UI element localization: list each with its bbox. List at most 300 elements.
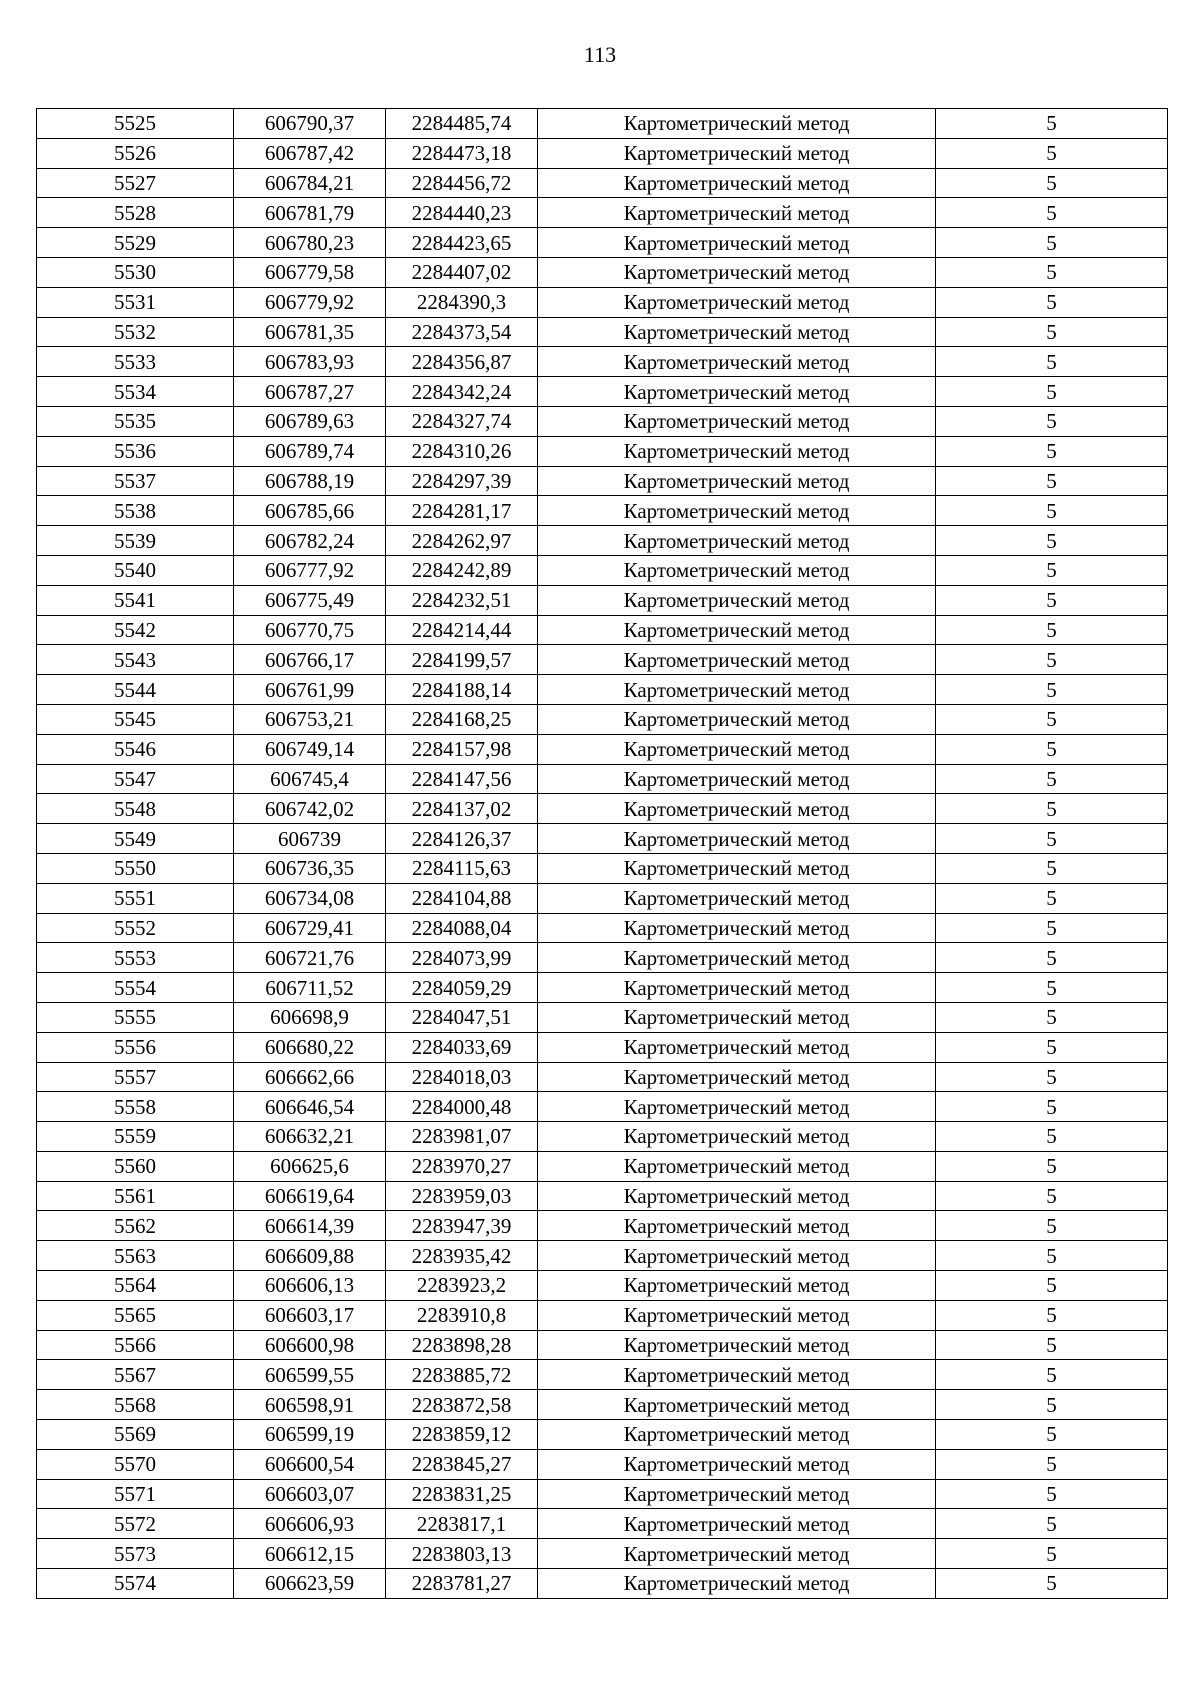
point-number-cell: 5537 bbox=[37, 466, 234, 496]
y-coordinate-cell: 2283970,27 bbox=[386, 1151, 538, 1181]
y-coordinate-cell: 2283859,12 bbox=[386, 1420, 538, 1450]
accuracy-cell: 5 bbox=[936, 675, 1168, 705]
table-row bbox=[37, 853, 1168, 883]
table-row bbox=[37, 1241, 1168, 1271]
y-coordinate-cell: 2284232,51 bbox=[386, 585, 538, 615]
y-coordinate-cell: 2284214,44 bbox=[386, 615, 538, 645]
coordinates-table-body bbox=[37, 109, 1168, 1599]
x-coordinate-cell: 606766,17 bbox=[234, 645, 386, 675]
method-cell: Картометрический метод bbox=[538, 645, 936, 675]
x-coordinate-cell: 606623,59 bbox=[234, 1569, 386, 1599]
method-cell: Картометрический метод bbox=[538, 1002, 936, 1032]
method-cell: Картометрический метод bbox=[538, 1092, 936, 1122]
accuracy-cell: 5 bbox=[936, 109, 1168, 139]
table-row bbox=[37, 1002, 1168, 1032]
accuracy-cell: 5 bbox=[936, 168, 1168, 198]
table-row bbox=[37, 168, 1168, 198]
x-coordinate-cell: 606606,93 bbox=[234, 1509, 386, 1539]
method-cell: Картометрический метод bbox=[538, 496, 936, 526]
x-coordinate-cell: 606779,92 bbox=[234, 287, 386, 317]
point-number-cell: 5557 bbox=[37, 1062, 234, 1092]
x-coordinate-cell: 606614,39 bbox=[234, 1211, 386, 1241]
point-number-cell: 5555 bbox=[37, 1002, 234, 1032]
accuracy-cell: 5 bbox=[936, 1211, 1168, 1241]
accuracy-cell: 5 bbox=[936, 496, 1168, 526]
x-coordinate-cell: 606680,22 bbox=[234, 1032, 386, 1062]
method-cell: Картометрический метод bbox=[538, 109, 936, 139]
accuracy-cell: 5 bbox=[936, 1300, 1168, 1330]
accuracy-cell: 5 bbox=[936, 1449, 1168, 1479]
accuracy-cell: 5 bbox=[936, 913, 1168, 943]
y-coordinate-cell: 2283885,72 bbox=[386, 1360, 538, 1390]
y-coordinate-cell: 2284456,72 bbox=[386, 168, 538, 198]
x-coordinate-cell: 606790,37 bbox=[234, 109, 386, 139]
y-coordinate-cell: 2284242,89 bbox=[386, 555, 538, 585]
method-cell: Картометрический метод bbox=[538, 585, 936, 615]
accuracy-cell: 5 bbox=[936, 1062, 1168, 1092]
table-row bbox=[37, 734, 1168, 764]
table-row bbox=[37, 1569, 1168, 1599]
accuracy-cell: 5 bbox=[936, 555, 1168, 585]
point-number-cell: 5570 bbox=[37, 1449, 234, 1479]
table-row bbox=[37, 943, 1168, 973]
method-cell: Картометрический метод bbox=[538, 1390, 936, 1420]
point-number-cell: 5549 bbox=[37, 824, 234, 854]
y-coordinate-cell: 2284104,88 bbox=[386, 883, 538, 913]
x-coordinate-cell: 606753,21 bbox=[234, 704, 386, 734]
y-coordinate-cell: 2284342,24 bbox=[386, 377, 538, 407]
point-number-cell: 5529 bbox=[37, 228, 234, 258]
method-cell: Картометрический метод bbox=[538, 1211, 936, 1241]
x-coordinate-cell: 606603,07 bbox=[234, 1479, 386, 1509]
x-coordinate-cell: 606625,6 bbox=[234, 1151, 386, 1181]
x-coordinate-cell: 606777,92 bbox=[234, 555, 386, 585]
method-cell: Картометрический метод bbox=[538, 406, 936, 436]
accuracy-cell: 5 bbox=[936, 406, 1168, 436]
table-row bbox=[37, 645, 1168, 675]
accuracy-cell: 5 bbox=[936, 347, 1168, 377]
point-number-cell: 5571 bbox=[37, 1479, 234, 1509]
point-number-cell: 5544 bbox=[37, 675, 234, 705]
table-row bbox=[37, 1390, 1168, 1420]
y-coordinate-cell: 2284126,37 bbox=[386, 824, 538, 854]
x-coordinate-cell: 606779,58 bbox=[234, 257, 386, 287]
point-number-cell: 5552 bbox=[37, 913, 234, 943]
accuracy-cell: 5 bbox=[936, 1002, 1168, 1032]
point-number-cell: 5543 bbox=[37, 645, 234, 675]
point-number-cell: 5565 bbox=[37, 1300, 234, 1330]
accuracy-cell: 5 bbox=[936, 138, 1168, 168]
y-coordinate-cell: 2284356,87 bbox=[386, 347, 538, 377]
point-number-cell: 5536 bbox=[37, 436, 234, 466]
y-coordinate-cell: 2284115,63 bbox=[386, 853, 538, 883]
method-cell: Картометрический метод bbox=[538, 436, 936, 466]
x-coordinate-cell: 606612,15 bbox=[234, 1539, 386, 1569]
table-row bbox=[37, 138, 1168, 168]
method-cell: Картометрический метод bbox=[538, 466, 936, 496]
y-coordinate-cell: 2284059,29 bbox=[386, 973, 538, 1003]
point-number-cell: 5538 bbox=[37, 496, 234, 526]
point-number-cell: 5540 bbox=[37, 555, 234, 585]
point-number-cell: 5574 bbox=[37, 1569, 234, 1599]
accuracy-cell: 5 bbox=[936, 615, 1168, 645]
accuracy-cell: 5 bbox=[936, 257, 1168, 287]
point-number-cell: 5551 bbox=[37, 883, 234, 913]
table-row bbox=[37, 1360, 1168, 1390]
x-coordinate-cell: 606788,19 bbox=[234, 466, 386, 496]
table-row bbox=[37, 1062, 1168, 1092]
accuracy-cell: 5 bbox=[936, 1181, 1168, 1211]
accuracy-cell: 5 bbox=[936, 704, 1168, 734]
y-coordinate-cell: 2284073,99 bbox=[386, 943, 538, 973]
x-coordinate-cell: 606770,75 bbox=[234, 615, 386, 645]
method-cell: Картометрический метод bbox=[538, 555, 936, 585]
point-number-cell: 5560 bbox=[37, 1151, 234, 1181]
accuracy-cell: 5 bbox=[936, 228, 1168, 258]
method-cell: Картометрический метод bbox=[538, 347, 936, 377]
method-cell: Картометрический метод bbox=[538, 615, 936, 645]
table-row bbox=[37, 1420, 1168, 1450]
method-cell: Картометрический метод bbox=[538, 526, 936, 556]
y-coordinate-cell: 2284033,69 bbox=[386, 1032, 538, 1062]
x-coordinate-cell: 606729,41 bbox=[234, 913, 386, 943]
point-number-cell: 5567 bbox=[37, 1360, 234, 1390]
point-number-cell: 5531 bbox=[37, 287, 234, 317]
x-coordinate-cell: 606782,24 bbox=[234, 526, 386, 556]
accuracy-cell: 5 bbox=[936, 1092, 1168, 1122]
y-coordinate-cell: 2284199,57 bbox=[386, 645, 538, 675]
table-row bbox=[37, 1300, 1168, 1330]
x-coordinate-cell: 606599,55 bbox=[234, 1360, 386, 1390]
point-number-cell: 5569 bbox=[37, 1420, 234, 1450]
method-cell: Картометрический метод bbox=[538, 824, 936, 854]
table-row bbox=[37, 1271, 1168, 1301]
table-row bbox=[37, 1509, 1168, 1539]
point-number-cell: 5550 bbox=[37, 853, 234, 883]
point-number-cell: 5545 bbox=[37, 704, 234, 734]
method-cell: Картометрический метод bbox=[538, 168, 936, 198]
y-coordinate-cell: 2284390,3 bbox=[386, 287, 538, 317]
table-row bbox=[37, 1032, 1168, 1062]
method-cell: Картометрический метод bbox=[538, 1330, 936, 1360]
accuracy-cell: 5 bbox=[936, 853, 1168, 883]
point-number-cell: 5527 bbox=[37, 168, 234, 198]
y-coordinate-cell: 2284310,26 bbox=[386, 436, 538, 466]
point-number-cell: 5553 bbox=[37, 943, 234, 973]
method-cell: Картометрический метод bbox=[538, 138, 936, 168]
x-coordinate-cell: 606662,66 bbox=[234, 1062, 386, 1092]
x-coordinate-cell: 606742,02 bbox=[234, 794, 386, 824]
point-number-cell: 5525 bbox=[37, 109, 234, 139]
point-number-cell: 5573 bbox=[37, 1539, 234, 1569]
y-coordinate-cell: 2284147,56 bbox=[386, 764, 538, 794]
point-number-cell: 5530 bbox=[37, 257, 234, 287]
method-cell: Картометрический метод bbox=[538, 1509, 936, 1539]
y-coordinate-cell: 2284423,65 bbox=[386, 228, 538, 258]
table-row bbox=[37, 1122, 1168, 1152]
accuracy-cell: 5 bbox=[936, 1360, 1168, 1390]
x-coordinate-cell: 606780,23 bbox=[234, 228, 386, 258]
x-coordinate-cell: 606600,98 bbox=[234, 1330, 386, 1360]
point-number-cell: 5561 bbox=[37, 1181, 234, 1211]
table-row bbox=[37, 824, 1168, 854]
method-cell: Картометрический метод bbox=[538, 377, 936, 407]
y-coordinate-cell: 2283923,2 bbox=[386, 1271, 538, 1301]
y-coordinate-cell: 2283910,8 bbox=[386, 1300, 538, 1330]
y-coordinate-cell: 2283803,13 bbox=[386, 1539, 538, 1569]
table-row bbox=[37, 1449, 1168, 1479]
method-cell: Картометрический метод bbox=[538, 1539, 936, 1569]
accuracy-cell: 5 bbox=[936, 1390, 1168, 1420]
y-coordinate-cell: 2284281,17 bbox=[386, 496, 538, 526]
x-coordinate-cell: 606736,35 bbox=[234, 853, 386, 883]
y-coordinate-cell: 2284373,54 bbox=[386, 317, 538, 347]
table-row bbox=[37, 466, 1168, 496]
table-row bbox=[37, 764, 1168, 794]
y-coordinate-cell: 2283981,07 bbox=[386, 1122, 538, 1152]
y-coordinate-cell: 2284157,98 bbox=[386, 734, 538, 764]
table-row bbox=[37, 1181, 1168, 1211]
point-number-cell: 5558 bbox=[37, 1092, 234, 1122]
x-coordinate-cell: 606784,21 bbox=[234, 168, 386, 198]
y-coordinate-cell: 2284262,97 bbox=[386, 526, 538, 556]
table-row bbox=[37, 198, 1168, 228]
x-coordinate-cell: 606787,27 bbox=[234, 377, 386, 407]
method-cell: Картометрический метод bbox=[538, 1360, 936, 1390]
method-cell: Картометрический метод bbox=[538, 317, 936, 347]
point-number-cell: 5532 bbox=[37, 317, 234, 347]
x-coordinate-cell: 606600,54 bbox=[234, 1449, 386, 1479]
y-coordinate-cell: 2284297,39 bbox=[386, 466, 538, 496]
accuracy-cell: 5 bbox=[936, 1479, 1168, 1509]
y-coordinate-cell: 2284000,48 bbox=[386, 1092, 538, 1122]
y-coordinate-cell: 2284473,18 bbox=[386, 138, 538, 168]
y-coordinate-cell: 2283845,27 bbox=[386, 1449, 538, 1479]
accuracy-cell: 5 bbox=[936, 764, 1168, 794]
method-cell: Картометрический метод bbox=[538, 198, 936, 228]
x-coordinate-cell: 606785,66 bbox=[234, 496, 386, 526]
point-number-cell: 5533 bbox=[37, 347, 234, 377]
method-cell: Картометрический метод bbox=[538, 943, 936, 973]
table-row bbox=[37, 704, 1168, 734]
x-coordinate-cell: 606721,76 bbox=[234, 943, 386, 973]
method-cell: Картометрический метод bbox=[538, 257, 936, 287]
method-cell: Картометрический метод bbox=[538, 1479, 936, 1509]
y-coordinate-cell: 2284088,04 bbox=[386, 913, 538, 943]
point-number-cell: 5566 bbox=[37, 1330, 234, 1360]
method-cell: Картометрический метод bbox=[538, 853, 936, 883]
table-row bbox=[37, 1092, 1168, 1122]
accuracy-cell: 5 bbox=[936, 794, 1168, 824]
y-coordinate-cell: 2284047,51 bbox=[386, 1002, 538, 1032]
table-row bbox=[37, 1151, 1168, 1181]
point-number-cell: 5539 bbox=[37, 526, 234, 556]
method-cell: Картометрический метод bbox=[538, 1122, 936, 1152]
x-coordinate-cell: 606734,08 bbox=[234, 883, 386, 913]
table-row bbox=[37, 406, 1168, 436]
point-number-cell: 5542 bbox=[37, 615, 234, 645]
x-coordinate-cell: 606781,79 bbox=[234, 198, 386, 228]
y-coordinate-cell: 2284327,74 bbox=[386, 406, 538, 436]
x-coordinate-cell: 606632,21 bbox=[234, 1122, 386, 1152]
x-coordinate-cell: 606599,19 bbox=[234, 1420, 386, 1450]
method-cell: Картометрический метод bbox=[538, 1271, 936, 1301]
y-coordinate-cell: 2284137,02 bbox=[386, 794, 538, 824]
method-cell: Картометрический метод bbox=[538, 1181, 936, 1211]
method-cell: Картометрический метод bbox=[538, 764, 936, 794]
accuracy-cell: 5 bbox=[936, 198, 1168, 228]
accuracy-cell: 5 bbox=[936, 1330, 1168, 1360]
accuracy-cell: 5 bbox=[936, 317, 1168, 347]
accuracy-cell: 5 bbox=[936, 1271, 1168, 1301]
y-coordinate-cell: 2283817,1 bbox=[386, 1509, 538, 1539]
accuracy-cell: 5 bbox=[936, 1420, 1168, 1450]
x-coordinate-cell: 606698,9 bbox=[234, 1002, 386, 1032]
x-coordinate-cell: 606745,4 bbox=[234, 764, 386, 794]
accuracy-cell: 5 bbox=[936, 1032, 1168, 1062]
y-coordinate-cell: 2284407,02 bbox=[386, 257, 538, 287]
table-row bbox=[37, 1211, 1168, 1241]
point-number-cell: 5568 bbox=[37, 1390, 234, 1420]
accuracy-cell: 5 bbox=[936, 1509, 1168, 1539]
y-coordinate-cell: 2284485,74 bbox=[386, 109, 538, 139]
method-cell: Картометрический метод bbox=[538, 675, 936, 705]
x-coordinate-cell: 606761,99 bbox=[234, 675, 386, 705]
method-cell: Картометрический метод bbox=[538, 1062, 936, 1092]
point-number-cell: 5554 bbox=[37, 973, 234, 1003]
x-coordinate-cell: 606598,91 bbox=[234, 1390, 386, 1420]
x-coordinate-cell: 606646,54 bbox=[234, 1092, 386, 1122]
accuracy-cell: 5 bbox=[936, 466, 1168, 496]
accuracy-cell: 5 bbox=[936, 526, 1168, 556]
point-number-cell: 5562 bbox=[37, 1211, 234, 1241]
table-row bbox=[37, 913, 1168, 943]
accuracy-cell: 5 bbox=[936, 436, 1168, 466]
method-cell: Картометрический метод bbox=[538, 704, 936, 734]
y-coordinate-cell: 2284188,14 bbox=[386, 675, 538, 705]
accuracy-cell: 5 bbox=[936, 883, 1168, 913]
table-row bbox=[37, 585, 1168, 615]
accuracy-cell: 5 bbox=[936, 943, 1168, 973]
x-coordinate-cell: 606775,49 bbox=[234, 585, 386, 615]
method-cell: Картометрический метод bbox=[538, 883, 936, 913]
table-row bbox=[37, 347, 1168, 377]
x-coordinate-cell: 606781,35 bbox=[234, 317, 386, 347]
method-cell: Картометрический метод bbox=[538, 734, 936, 764]
accuracy-cell: 5 bbox=[936, 287, 1168, 317]
point-number-cell: 5528 bbox=[37, 198, 234, 228]
x-coordinate-cell: 606787,42 bbox=[234, 138, 386, 168]
y-coordinate-cell: 2284168,25 bbox=[386, 704, 538, 734]
accuracy-cell: 5 bbox=[936, 645, 1168, 675]
table-row bbox=[37, 615, 1168, 645]
accuracy-cell: 5 bbox=[936, 1539, 1168, 1569]
point-number-cell: 5534 bbox=[37, 377, 234, 407]
y-coordinate-cell: 2283781,27 bbox=[386, 1569, 538, 1599]
table-row bbox=[37, 1539, 1168, 1569]
point-number-cell: 5547 bbox=[37, 764, 234, 794]
x-coordinate-cell: 606711,52 bbox=[234, 973, 386, 1003]
accuracy-cell: 5 bbox=[936, 1569, 1168, 1599]
table-row bbox=[37, 228, 1168, 258]
x-coordinate-cell: 606749,14 bbox=[234, 734, 386, 764]
accuracy-cell: 5 bbox=[936, 824, 1168, 854]
point-number-cell: 5526 bbox=[37, 138, 234, 168]
table-row bbox=[37, 287, 1168, 317]
method-cell: Картометрический метод bbox=[538, 1420, 936, 1450]
point-number-cell: 5546 bbox=[37, 734, 234, 764]
table-row bbox=[37, 555, 1168, 585]
y-coordinate-cell: 2283935,42 bbox=[386, 1241, 538, 1271]
point-number-cell: 5556 bbox=[37, 1032, 234, 1062]
point-number-cell: 5541 bbox=[37, 585, 234, 615]
table-row bbox=[37, 973, 1168, 1003]
y-coordinate-cell: 2283947,39 bbox=[386, 1211, 538, 1241]
table-row bbox=[37, 526, 1168, 556]
accuracy-cell: 5 bbox=[936, 1241, 1168, 1271]
method-cell: Картометрический метод bbox=[538, 794, 936, 824]
x-coordinate-cell: 606603,17 bbox=[234, 1300, 386, 1330]
accuracy-cell: 5 bbox=[936, 377, 1168, 407]
table-row bbox=[37, 883, 1168, 913]
table-row bbox=[37, 377, 1168, 407]
table-row bbox=[37, 496, 1168, 526]
accuracy-cell: 5 bbox=[936, 734, 1168, 764]
page-number: 113 bbox=[583, 42, 617, 67]
y-coordinate-cell: 2284018,03 bbox=[386, 1062, 538, 1092]
x-coordinate-cell: 606739 bbox=[234, 824, 386, 854]
method-cell: Картометрический метод bbox=[538, 1032, 936, 1062]
accuracy-cell: 5 bbox=[936, 1122, 1168, 1152]
x-coordinate-cell: 606619,64 bbox=[234, 1181, 386, 1211]
method-cell: Картометрический метод bbox=[538, 287, 936, 317]
x-coordinate-cell: 606789,63 bbox=[234, 406, 386, 436]
accuracy-cell: 5 bbox=[936, 1151, 1168, 1181]
table-row bbox=[37, 257, 1168, 287]
y-coordinate-cell: 2283959,03 bbox=[386, 1181, 538, 1211]
x-coordinate-cell: 606789,74 bbox=[234, 436, 386, 466]
point-number-cell: 5548 bbox=[37, 794, 234, 824]
method-cell: Картометрический метод bbox=[538, 1300, 936, 1330]
y-coordinate-cell: 2283898,28 bbox=[386, 1330, 538, 1360]
table-row bbox=[37, 794, 1168, 824]
table-row bbox=[37, 1479, 1168, 1509]
method-cell: Картометрический метод bbox=[538, 1569, 936, 1599]
point-number-cell: 5572 bbox=[37, 1509, 234, 1539]
method-cell: Картометрический метод bbox=[538, 913, 936, 943]
y-coordinate-cell: 2283831,25 bbox=[386, 1479, 538, 1509]
point-number-cell: 5559 bbox=[37, 1122, 234, 1152]
method-cell: Картометрический метод bbox=[538, 1151, 936, 1181]
y-coordinate-cell: 2284440,23 bbox=[386, 198, 538, 228]
method-cell: Картометрический метод bbox=[538, 228, 936, 258]
table-row bbox=[37, 675, 1168, 705]
x-coordinate-cell: 606606,13 bbox=[234, 1271, 386, 1301]
method-cell: Картометрический метод bbox=[538, 1449, 936, 1479]
y-coordinate-cell: 2283872,58 bbox=[386, 1390, 538, 1420]
point-number-cell: 5535 bbox=[37, 406, 234, 436]
x-coordinate-cell: 606783,93 bbox=[234, 347, 386, 377]
accuracy-cell: 5 bbox=[936, 585, 1168, 615]
point-number-cell: 5564 bbox=[37, 1271, 234, 1301]
table-row bbox=[37, 436, 1168, 466]
x-coordinate-cell: 606609,88 bbox=[234, 1241, 386, 1271]
method-cell: Картометрический метод bbox=[538, 973, 936, 1003]
method-cell: Картометрический метод bbox=[538, 1241, 936, 1271]
table-row bbox=[37, 317, 1168, 347]
point-number-cell: 5563 bbox=[37, 1241, 234, 1271]
coordinates-table bbox=[36, 108, 1168, 1599]
